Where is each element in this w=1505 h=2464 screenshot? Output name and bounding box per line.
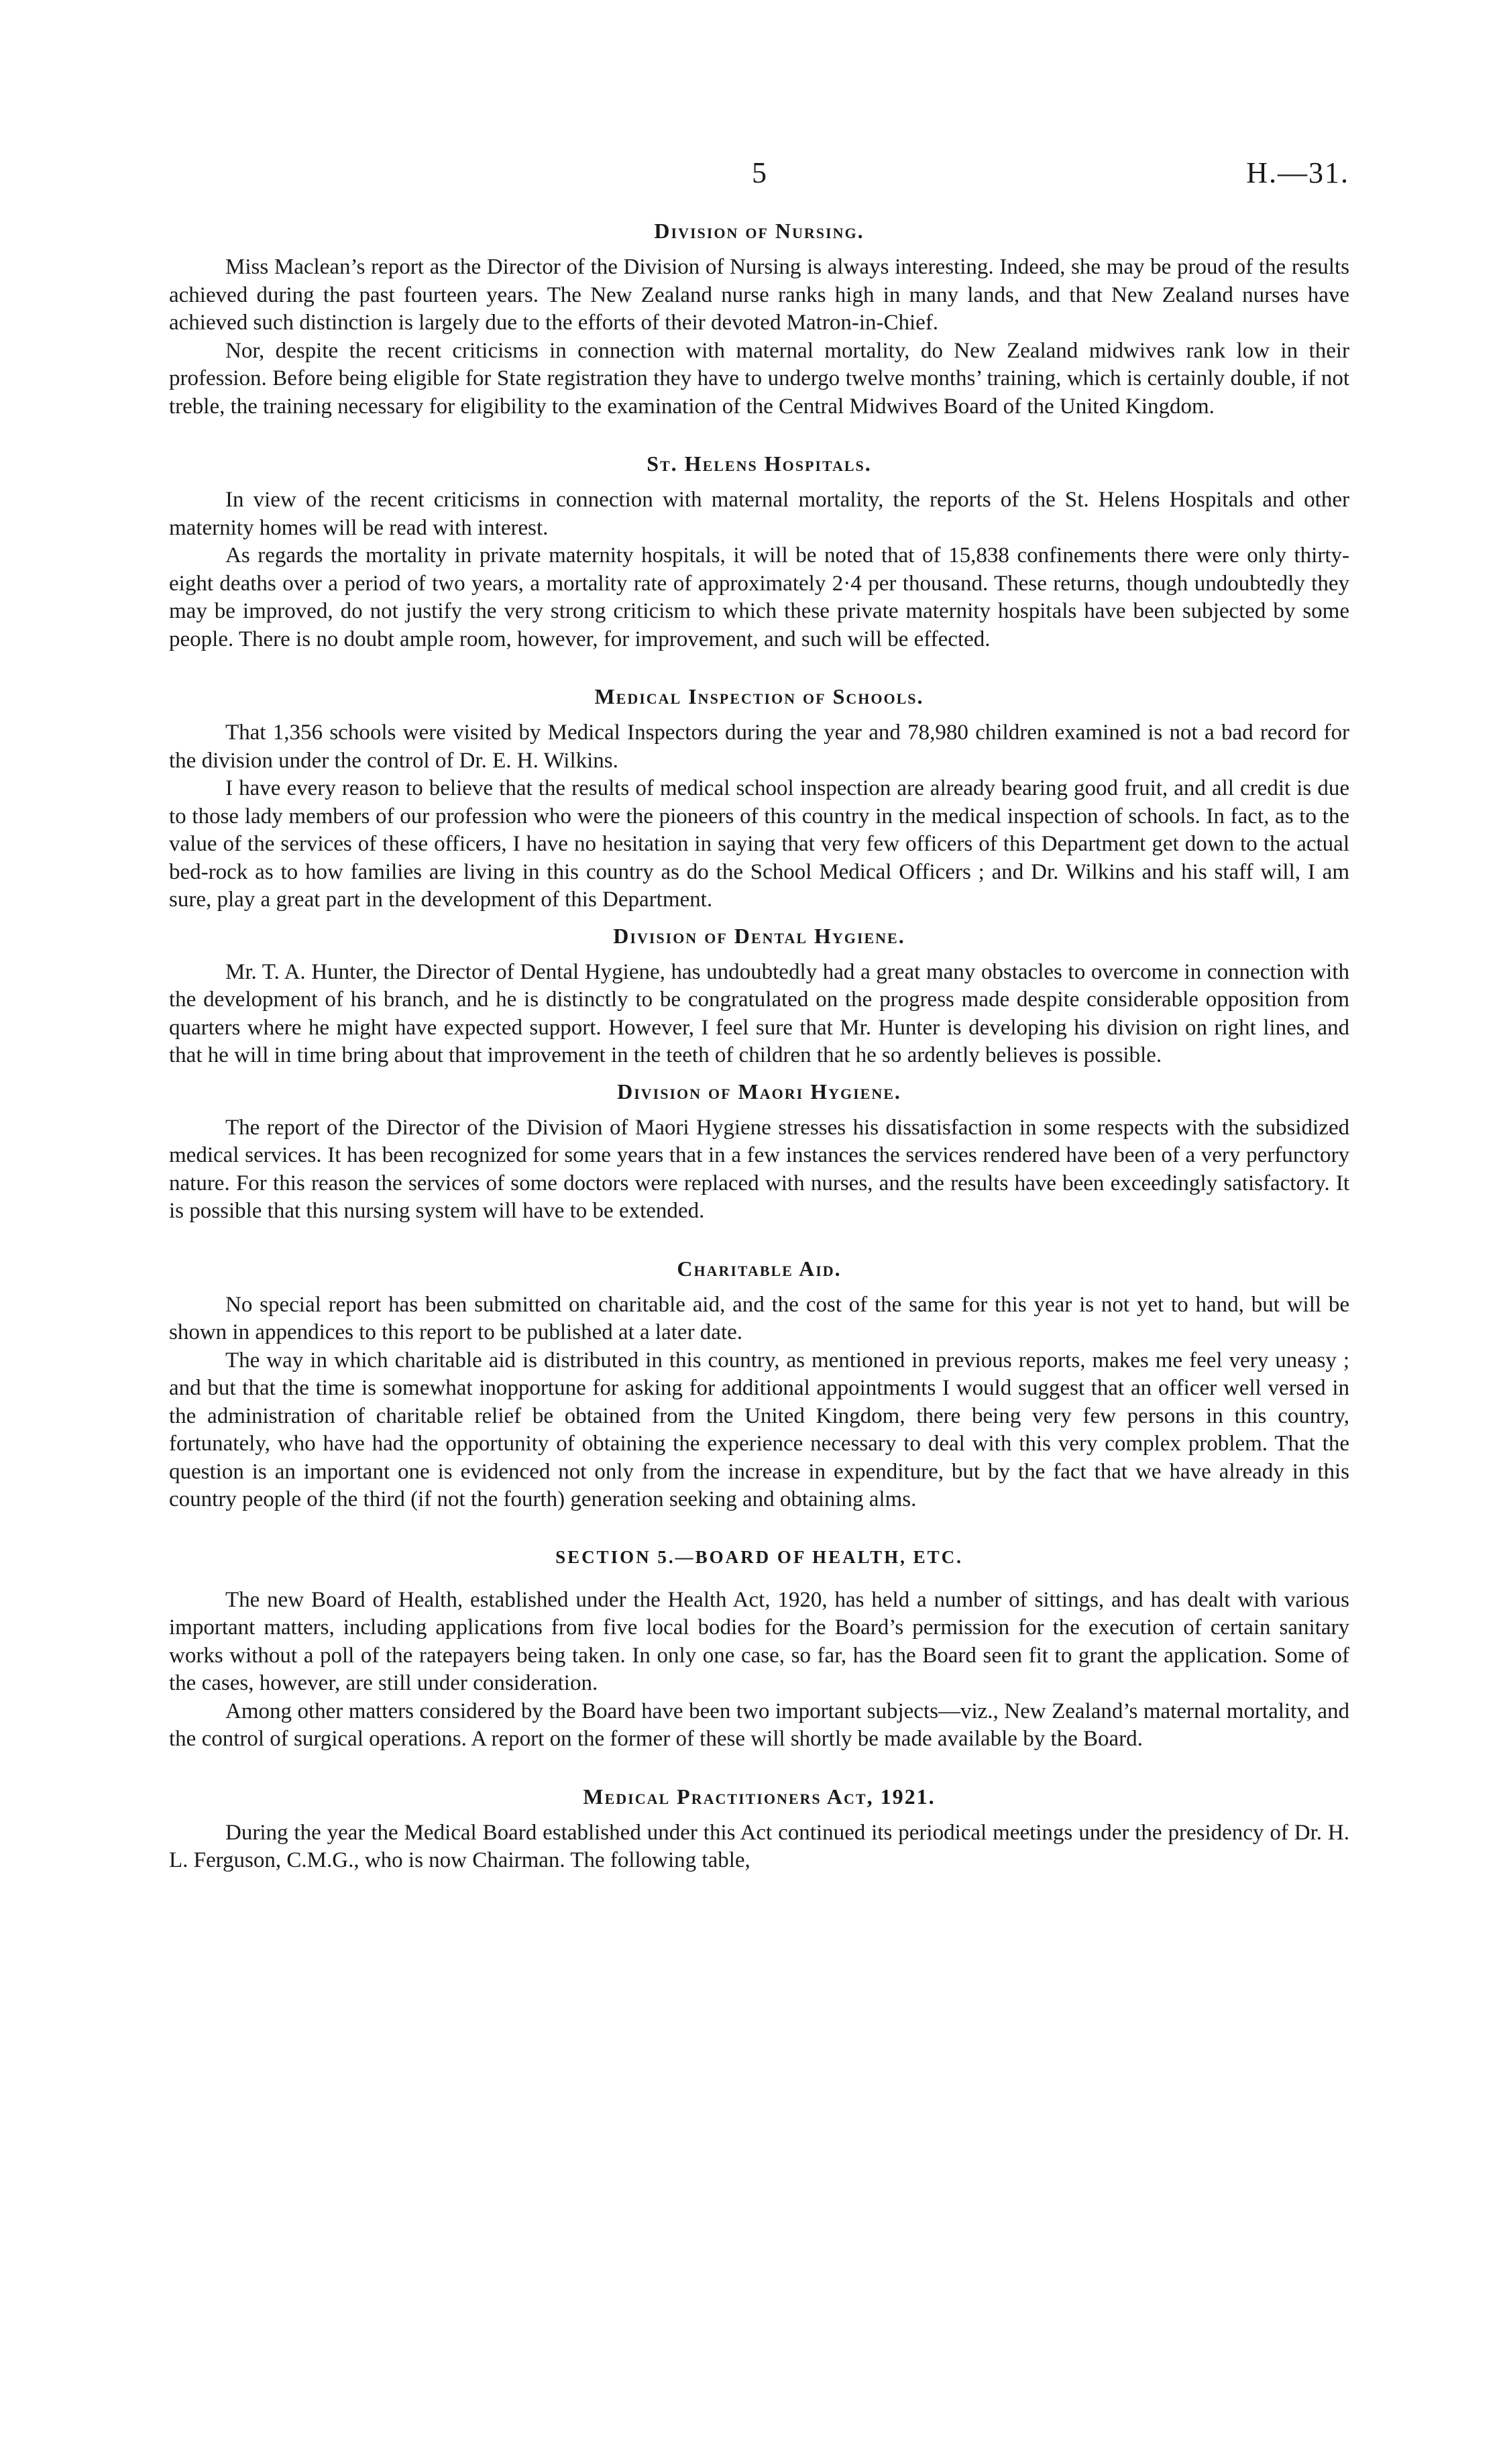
- section-heading: Charitable Aid.: [677, 1256, 842, 1281]
- paragraph: Among other matters considered by the Board have been two important subjects—viz., New Zealand’s maternal mortality, and the control of surgical operations. A report on the former of these will shortly be made available by the Board.: [169, 1699, 1349, 1751]
- section-heading: SECTION 5.—BOARD OF HEALTH, ETC.: [555, 1546, 963, 1567]
- paragraph: No special report has been submitted on charitable aid, and the cost of the same for this year is not yet to hand, but will be shown in appendices to this report to be published at a later date.: [169, 1292, 1349, 1344]
- paragraph: During the year the Medical Board established under this Act continued its periodical meetings under the presidency of Dr. H. L. Ferguson, C.M.G., who is now Chairman. The following table,: [169, 1820, 1349, 1872]
- section-st-helens-hospitals: [169, 449, 1349, 653]
- paragraph: As regards the mortality in private maternity hospitals, it will be noted that of 15,838 confinements there were only thirty-eight deaths over a period of two years, a mortality rate of approximately 2·4 per thousand. These returns, though undoubtedly they may be improved, do not justify the very strong criticism to which these private maternity hospitals have been subjected by some people. There is no doubt ample room, however, for improvement, and such will be effected.: [169, 543, 1349, 651]
- section-heading: Division of Nursing.: [654, 219, 865, 243]
- page-number: 5: [752, 156, 767, 189]
- section-medical-practitioners-act: [169, 1782, 1349, 1875]
- section-board-of-health: [169, 1542, 1349, 1754]
- paragraph: Nor, despite the recent criticisms in connection with maternal mortality, do New Zealand midwives rank low in their profession. Before being eligible for State registration they have to undergo twelve months’ training, which is certainly double, if not treble, the training necessary for eligibility to the examination of the Central Midwives Board of the United Kingdom.: [169, 338, 1349, 419]
- section-heading: St. Helens Hospitals.: [647, 451, 872, 476]
- section-medical-inspection-of-schools: [169, 682, 1349, 914]
- paragraph: Miss Maclean’s report as the Director of the Division of Nursing is always interesting. Indeed, she may be proud of the results achieved during the past fourteen years. The New Zealand nurse ranks high in many lands, and that New Zealand nurses have achieved such distinction is largely due to the efforts of their devoted Matron-in-Chief.: [169, 255, 1349, 335]
- paragraph: The new Board of Health, established under the Health Act, 1920, has held a number of sittings, and has dealt with various important matters, including applications from five local bodies for the Board’s permission for the execution of certain sanitary works without a poll of the ratepayers being taken. In only one case, so far, has the Board seen fit to grant the application. Some of the cases, however, are still under consideration.: [169, 1587, 1349, 1695]
- report-code: H.—31.: [1246, 156, 1349, 189]
- section-heading: Division of Maori Hygiene.: [617, 1079, 901, 1104]
- section-division-of-dental-hygiene: [169, 921, 1349, 1070]
- section-heading: Medical Inspection of Schools.: [594, 684, 924, 708]
- paragraph: I have every reason to believe that the results of medical school inspection are already bearing good fruit, and all credit is due to those lady members of our profession who were the pioneers of this country in the medical inspection of schools. In fact, as to the value of the services of these officers, I have no hesitation in saying that very few officers of this Department get down to the actual bed-rock as to how families are living in this country as do the School Medical Officers ; and Dr. Wilkins and his staff will, I am sure, play a great part in the development of this Department.: [169, 776, 1349, 912]
- section-charitable-aid: [169, 1254, 1349, 1514]
- paragraph: The way in which charitable aid is distributed in this country, as mentioned in previous reports, makes me feel very uneasy ; and but that the time is somewhat inopportune for asking for additional appointments I would suggest that an officer well versed in the administration of charitable relief be obtained from the United Kingdom, there being very few persons in this country, fortunately, who have had the opportunity of obtaining the experience necessary to deal with this very complex problem. That the question is an important one is evidenced not only from the increase in expenditure, but by the fact that we have already in this country people of the third (if not the fourth) generation seeking and obtaining alms.: [169, 1348, 1349, 1511]
- paragraph: Mr. T. A. Hunter, the Director of Dental Hygiene, has undoubtedly had a great many obstacles to overcome in connection with the development of his branch, and he is distinctly to be congratulated on the progress made despite considerable opposition from quarters where he might have expected support. However, I feel sure that Mr. Hunter is developing his division on right lines, and that he will in time bring about that improvement in the teeth of children that he so ardently believes is possible.: [169, 959, 1349, 1067]
- section-division-of-nursing: [169, 216, 1349, 421]
- paragraph: In view of the recent criticisms in connection with maternal mortality, the reports of the St. Helens Hospitals and other maternity homes will be read with interest.: [169, 488, 1349, 540]
- paragraph: That 1,356 schools were visited by Medical Inspectors during the year and 78,980 children examined is not a bad record for the division under the control of Dr. E. H. Wilkins.: [169, 720, 1349, 773]
- page-body: [169, 216, 1349, 1875]
- section-heading: Division of Dental Hygiene.: [613, 923, 905, 948]
- section-heading: Medical Practitioners Act, 1921.: [583, 1784, 936, 1809]
- paragraph: The report of the Director of the Division of Maori Hygiene stresses his dissatisfaction in some respects with the subsidized medical services. It has been recognized for some years that in a few instances the services rendered have been of a very perfunctory nature. For this reason the services of some doctors were replaced with nurses, and the results have been exceedingly satisfactory. It is possible that this nursing system will have to be extended.: [169, 1115, 1349, 1223]
- section-division-of-maori-hygiene: [169, 1077, 1349, 1226]
- page-header: [169, 156, 1349, 196]
